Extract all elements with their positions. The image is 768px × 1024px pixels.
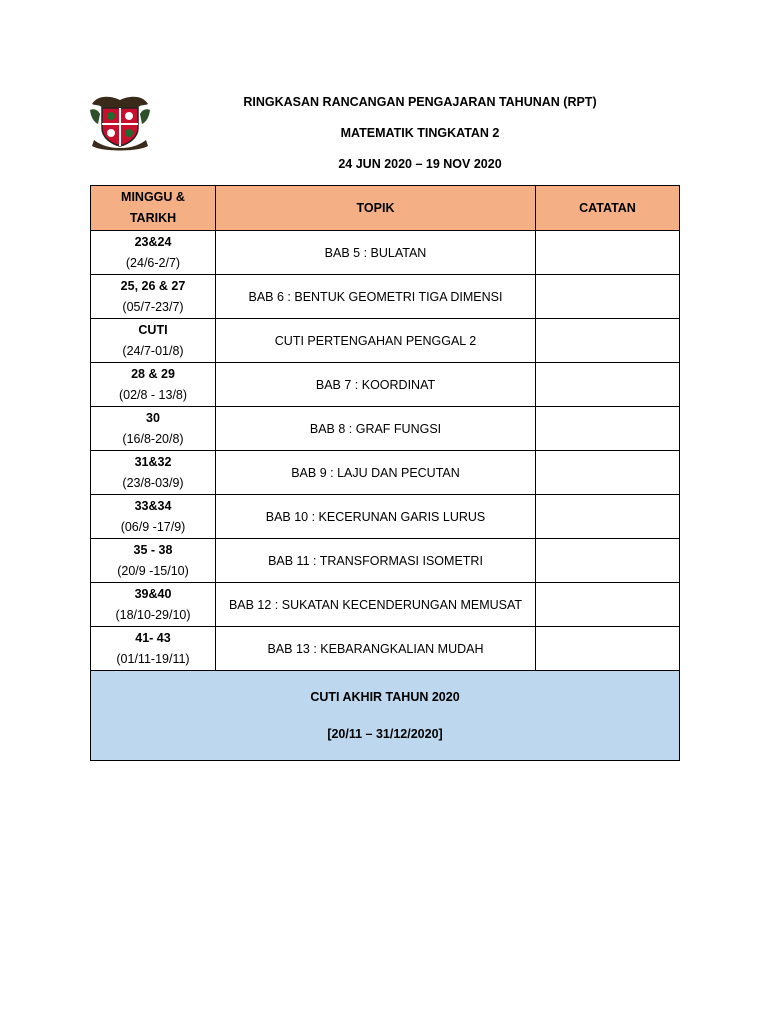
week-number: 28 & 29: [131, 366, 175, 381]
notes-cell: [536, 407, 680, 451]
topic-cell: BAB 10 : KECERUNAN GARIS LURUS: [216, 495, 536, 539]
notes-cell: [536, 627, 680, 671]
week-date-cell: [91, 319, 216, 363]
week-dates: (06/9 -17/9): [120, 519, 186, 534]
week-dates: (05/7-23/7): [122, 299, 184, 314]
header-topic: TOPIK: [216, 186, 536, 231]
school-crest-icon: [88, 90, 152, 152]
topic-cell: BAB 13 : KEBARANGKALIAN MUDAH: [216, 627, 536, 671]
table-row: [91, 583, 680, 627]
week-dates: (01/11-19/11): [116, 651, 190, 666]
header-week-line1: MINGGU &: [121, 190, 185, 204]
table-row: [91, 275, 680, 319]
week-dates: (24/7-01/8): [122, 343, 184, 358]
week-date-cell: [91, 363, 216, 407]
week-number: 39&40: [134, 586, 172, 601]
week-date-cell: [91, 539, 216, 583]
header-week-date: [91, 186, 216, 231]
document-header: [200, 93, 640, 186]
notes-cell: [536, 363, 680, 407]
week-date-cell: [91, 407, 216, 451]
week-date-cell: [91, 275, 216, 319]
week-date-cell: [91, 495, 216, 539]
notes-cell: [536, 319, 680, 363]
topic-cell: BAB 11 : TRANSFORMASI ISOMETRI: [216, 539, 536, 583]
table-row: [91, 407, 680, 451]
table-header-row: [91, 186, 680, 231]
week-number: 30: [146, 410, 160, 425]
document-subject: MATEMATIK TINGKATAN 2: [340, 126, 500, 140]
week-dates: (18/10-29/10): [115, 607, 191, 622]
notes-cell: [536, 451, 680, 495]
week-number: 41- 43: [135, 630, 171, 645]
week-date-cell: [91, 583, 216, 627]
document-title: RINGKASAN RANCANGAN PENGAJARAN TAHUNAN (RPT): [243, 95, 597, 109]
notes-cell: [536, 495, 680, 539]
notes-cell: [536, 231, 680, 275]
week-dates: (23/8-03/9): [122, 475, 184, 490]
topic-cell: BAB 5 : BULATAN: [216, 231, 536, 275]
topic-cell: BAB 8 : GRAF FUNGSI: [216, 407, 536, 451]
year-end-holiday-title: CUTI AKHIR TAHUN 2020: [310, 690, 460, 704]
table-row: [91, 363, 680, 407]
header-notes: CATATAN: [536, 186, 680, 231]
year-end-holiday-cell: [91, 671, 680, 761]
week-number: 23&24: [134, 234, 172, 249]
notes-cell: [536, 539, 680, 583]
header-week-line2: TARIKH: [129, 211, 177, 225]
table-row: [91, 627, 680, 671]
table-row: [91, 231, 680, 275]
week-dates: (24/6-2/7): [125, 255, 181, 270]
topic-cell: BAB 12 : SUKATAN KECENDERUNGAN MEMUSAT: [216, 583, 536, 627]
week-number: 31&32: [134, 454, 172, 469]
week-dates: (20/9 -15/10): [117, 563, 189, 578]
table-row: [91, 539, 680, 583]
week-dates: (16/8-20/8): [122, 431, 184, 446]
year-end-holiday-row: [91, 671, 680, 761]
topic-cell: BAB 7 : KOORDINAT: [216, 363, 536, 407]
table-row: [91, 451, 680, 495]
document-date-range: 24 JUN 2020 – 19 NOV 2020: [338, 157, 502, 171]
rpt-table: [90, 185, 680, 761]
week-number: 35 - 38: [133, 542, 173, 557]
topic-cell: BAB 9 : LAJU DAN PECUTAN: [216, 451, 536, 495]
week-number: CUTI: [138, 322, 168, 337]
week-number: 25, 26 & 27: [120, 278, 186, 293]
topic-cell: CUTI PERTENGAHAN PENGGAL 2: [216, 319, 536, 363]
table-row: [91, 319, 680, 363]
week-dates: (02/8 - 13/8): [118, 387, 188, 402]
week-date-cell: [91, 627, 216, 671]
week-number: 33&34: [134, 498, 172, 513]
week-date-cell: [91, 231, 216, 275]
notes-cell: [536, 275, 680, 319]
year-end-holiday-dates: [20/11 – 31/12/2020]: [327, 727, 443, 741]
notes-cell: [536, 583, 680, 627]
table-row: [91, 495, 680, 539]
week-date-cell: [91, 451, 216, 495]
topic-cell: BAB 6 : BENTUK GEOMETRI TIGA DIMENSI: [216, 275, 536, 319]
